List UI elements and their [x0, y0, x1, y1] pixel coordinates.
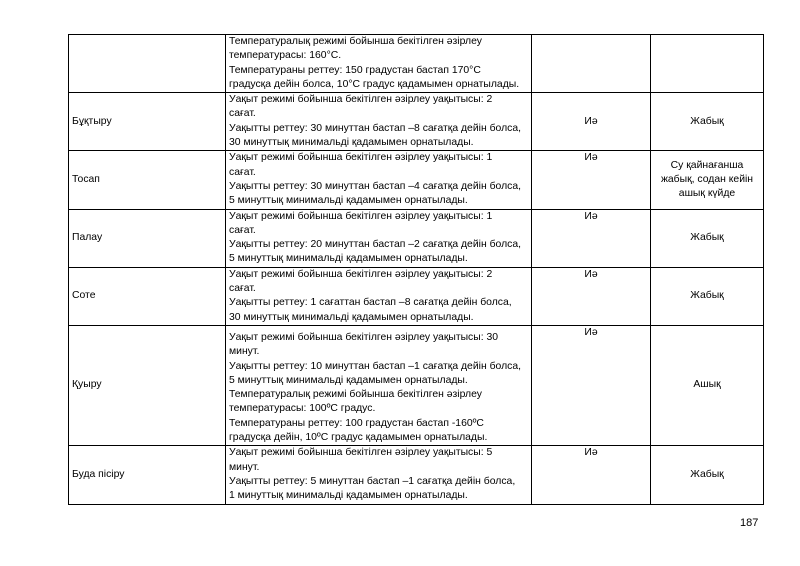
table-row: [69, 93, 764, 151]
availability-cell: Иә: [532, 151, 651, 209]
mode-description-cell: Уақыт режимі бойынша бекітілген әзірлеу уақытысы: 2 сағат. Уақытты реттеу: 1 сағаттан бастап –8 сағатқа дейін болса, 30 минуттық минимальді қадамымен орнатылады.: [226, 267, 532, 325]
table-row: [69, 446, 764, 504]
mode-name-cell: [69, 35, 226, 93]
mode-description-cell: Температуралық режимі бойынша бекітілген әзірлеу температурасы: 160°С. Температураны реттеу: 150 градустан бастап 170°С градусқа дейін болса, 10°С градус қадамымен орнатылады.: [226, 35, 532, 93]
lid-state-cell: Ашық: [651, 325, 764, 445]
lid-state-cell: Жабық: [651, 209, 764, 267]
cooking-modes-table: [68, 34, 764, 505]
page-number: 187: [740, 517, 759, 529]
mode-description-cell: Уақыт режимі бойынша бекітілген әзірлеу уақытысы: 1 сағат. Уақытты реттеу: 30 минуттан бастап –4 сағатқа дейін болса, 5 минуттық минимальді қадамымен орнатылады.: [226, 151, 532, 209]
table-row: [69, 325, 764, 445]
table-row: [69, 209, 764, 267]
mode-name-cell: Тосап: [69, 151, 226, 209]
lid-state-cell: Жабық: [651, 446, 764, 504]
availability-cell: Иә: [532, 446, 651, 504]
availability-cell: Иә: [532, 209, 651, 267]
availability-cell: [532, 35, 651, 93]
availability-cell: Иә: [532, 325, 651, 445]
availability-cell: Иә: [532, 267, 651, 325]
mode-description-cell: Уақыт режимі бойынша бекітілген әзірлеу уақытысы: 5 минут. Уақытты реттеу: 5 минуттан бастап –1 сағатқа дейін болса, 1 минуттық минимальді қадамымен орнатылады.: [226, 446, 532, 504]
lid-state-cell: [651, 35, 764, 93]
table-row: [69, 151, 764, 209]
mode-name-cell: Соте: [69, 267, 226, 325]
table-row: [69, 267, 764, 325]
mode-description-cell: Уақыт режимі бойынша бекітілген әзірлеу уақытысы: 1 сағат. Уақытты реттеу: 20 минуттан бастап –2 сағатқа дейін болса, 5 минуттық минимальді қадамымен орнатылады.: [226, 209, 532, 267]
lid-state-cell: Жабық: [651, 93, 764, 151]
mode-name-cell: Қуыру: [69, 325, 226, 445]
mode-name-cell: Буда пісіру: [69, 446, 226, 504]
lid-state-cell: Жабық: [651, 267, 764, 325]
mode-name-cell: Палау: [69, 209, 226, 267]
availability-cell: Иә: [532, 93, 651, 151]
mode-description-cell: Уақыт режимі бойынша бекітілген әзірлеу уақытысы: 30 минут. Уақытты реттеу: 10 минуттан бастап –1 сағатқа дейін болса, 5 минуттық минимальді қадамымен орнатылады. Температуралық режимі бойынша бекітілген әзірлеу температурасы: 100ºС градус. Температураны реттеу: 100 градустан бастап -160ºС градусқа дейін, 10ºС градус қадамымен орнатылады.: [226, 325, 532, 445]
mode-name-cell: Бұқтыру: [69, 93, 226, 151]
table-row: [69, 35, 764, 93]
lid-state-cell: Су қайнағанша жабық, содан кейін ашық күйде: [651, 151, 764, 209]
mode-description-cell: Уақыт режимі бойынша бекітілген әзірлеу уақытысы: 2 сағат. Уақытты реттеу: 30 минуттан бастап –8 сағатқа дейін болса, 30 минуттық минимальді қадамымен орнатылады.: [226, 93, 532, 151]
